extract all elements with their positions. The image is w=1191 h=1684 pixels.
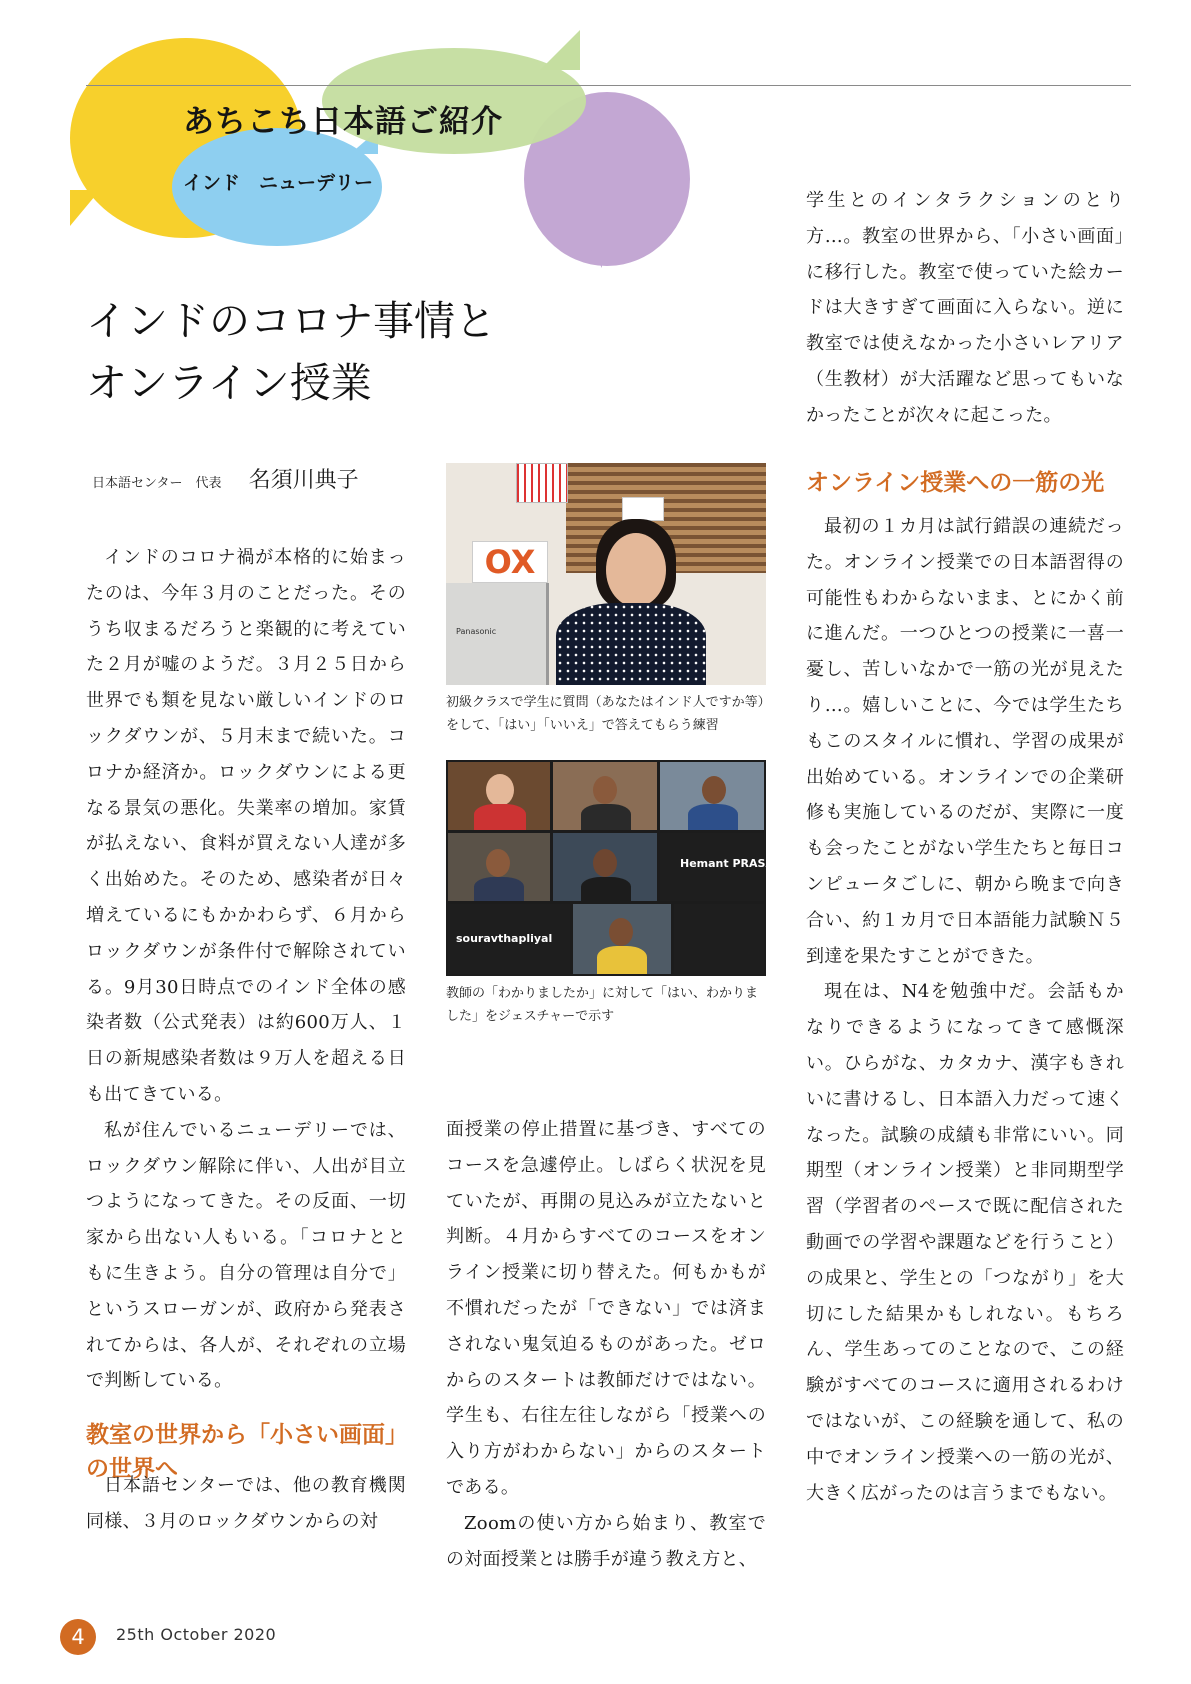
column-1-body	[86, 540, 406, 1399]
zoom-tile-student-3	[448, 833, 550, 901]
zoom-tile-hemant	[660, 833, 774, 901]
yellow-bubble-tail	[70, 190, 100, 226]
purple-bubble-tail	[584, 238, 602, 268]
wall-calendar	[516, 463, 568, 503]
zoom-tile-student-4	[553, 833, 657, 901]
author-org: 日本語センター 代表	[92, 476, 222, 491]
issue-date: 25th October 2020	[116, 1625, 277, 1644]
zoom-name-sourav: souravthapliyal	[456, 932, 553, 945]
column-1-continued	[86, 1468, 406, 1540]
zoom-tile-sourav	[448, 904, 570, 974]
article-title-line2: オンライン授業	[86, 359, 372, 407]
photo-zoom-gallery	[446, 760, 774, 976]
byline	[92, 463, 359, 494]
article-title-line1: インドのコロナ事情と	[86, 297, 496, 345]
zoom-tile-student-2	[660, 762, 764, 830]
col2-paragraph-2: Zoomの使い方から始まり、教室での対面授業とは勝手が違う教え方と、	[446, 1512, 766, 1570]
article-title	[86, 290, 496, 414]
ox-card	[472, 541, 548, 583]
zoom-tile-student-1	[553, 762, 657, 830]
zoom-tile-student-5	[573, 904, 671, 974]
location-label: インド ニューデリー	[183, 172, 374, 194]
green-bubble-tail	[540, 30, 580, 70]
author-name: 名須川典子	[248, 468, 359, 493]
laptop-screen	[446, 583, 549, 685]
photo-1-caption: 初級クラスで学生に質問（あなたはインド人ですか等）をして、「はい」「いいえ」で答えてもらう練習	[446, 695, 765, 733]
page-number: 4	[60, 1619, 96, 1655]
series-title: あちこち日本語ご紹介	[183, 104, 503, 140]
zoom-tile-teacher	[448, 762, 550, 830]
col2-paragraph-1: 面授業の停止措置に基づき、すべてのコースを急遽停止。しばらく状況を見ていたが、再開の見込みが立たないと判断。４月からすべてのコースをオンライン授業に切り替えた。何もかもが不慣れだったが「できない」では済まされない鬼気迫るものがあった。ゼロからのスタートは教師だけではない。学生も、右往左往しながら「授業への入り方がわからない」からのスタートである。	[446, 1119, 766, 1498]
photo-teacher-at-laptop	[446, 463, 766, 685]
col1-paragraph-2: 私が住んでいるニューデリーでは、ロックダウン解除に伴い、人出が目立つようになってきた。その反面、一切家から出ない人もいる。「コロナとともに生きよう。自分の管理は自分で」というスローガンが、政府から発表されてからは、各人が、それぞれの立場で判断している。	[86, 1119, 406, 1392]
photo-2-caption: 教師の「わかりましたか」に対して「はい、わかりました」をジェスチャーで示す	[446, 986, 759, 1024]
column-2-body	[446, 1112, 766, 1577]
header-rule	[86, 85, 1131, 86]
teacher-face	[606, 533, 666, 607]
col3-paragraph-1: 学生とのインタラクションのとり方…。教室の世界から、「小さい画面」に移行した。教室で使っていた絵カードは大きすぎて画面に入らない。逆に教室では使えなかった小さいレアリア（生教材）が大活躍など思ってもいなかったことが次々に起こった。	[806, 190, 1124, 426]
laptop-brand: Panasonic	[456, 627, 497, 636]
ox-card-text: OX	[484, 543, 536, 581]
col1-paragraph-3: 日本語センターでは、他の教育機関同様、３月のロックダウンからの対	[86, 1475, 406, 1532]
column-3-top	[806, 183, 1124, 434]
col3-paragraph-2: 最初の１カ月は試行錯誤の連続だった。オンライン授業での日本語習得の可能性もわからないまま、とにかく前に進んだ。一つひとつの授業に一喜一憂し、苦しいなかで一筋の光が見えたり…。嬉しいことに、今では学生たちもこのスタイルに慣れ、学習の成果が出始めている。オンラインでの企業研修も実施しているのだが、実際に一度も会ったことがない学生たちと毎日コンピュータごしに、朝から晩まで向き合い、約１カ月で日本語能力試験Ｎ５到達を果たすことができた。	[806, 516, 1124, 967]
section-heading-line1: 教室の世界から「小さい画面」	[86, 1422, 408, 1448]
teacher-body	[556, 603, 706, 685]
column-3-body	[806, 509, 1124, 1511]
zoom-name-hemant: Hemant PRASA	[680, 857, 774, 870]
zoom-tile-student-6	[674, 904, 764, 974]
wall-sign	[622, 497, 664, 521]
section-heading-line2: の世界へ	[86, 1456, 178, 1482]
section-heading-ray-of-light: オンライン授業への一筋の光	[806, 470, 1105, 496]
col1-paragraph-1: インドのコロナ禍が本格的に始まったのは、今年３月のことだった。そのうち収まるだろうと楽観的に考えていた２月が嘘のようだ。３月２５日から世界でも類を見ない厳しいインドのロックダウンが、５月末まで続いた。コロナか経済か。ロックダウンによる更なる景気の悪化。失業率の増加。家賃が払えない、食料が買えない人達が多く出始めた。そのため、感染者が日々増えているにもかかわらず、６月からロックダウンが条件付で解除されている。9月30日時点でのインド全体の感染者数（公式発表）は約600万人、１日の新規感染者数は９万人を超える日も出てきている。	[86, 547, 406, 1105]
col3-paragraph-3: 現在は、N4を勉強中だ。会話もかなりできるようになってきて感慨深い。ひらがな、カタカナ、漢字もきれいに書けるし、日本語入力だって速くなった。試験の成績も非常にいい。同期型（オンライン授業）と非同期型学習（学習者のペースで既に配信された動画での学習や課題などを行うこと）の成果と、学生との「つながり」を大切にした結果かもしれない。もちろん、学生あってのことなので、この経験がすべてのコースに適用されるわけではないが、この経験を通して、私の中でオンライン授業への一筋の光が、大きく広がったのは言うまでもない。	[806, 981, 1124, 1504]
